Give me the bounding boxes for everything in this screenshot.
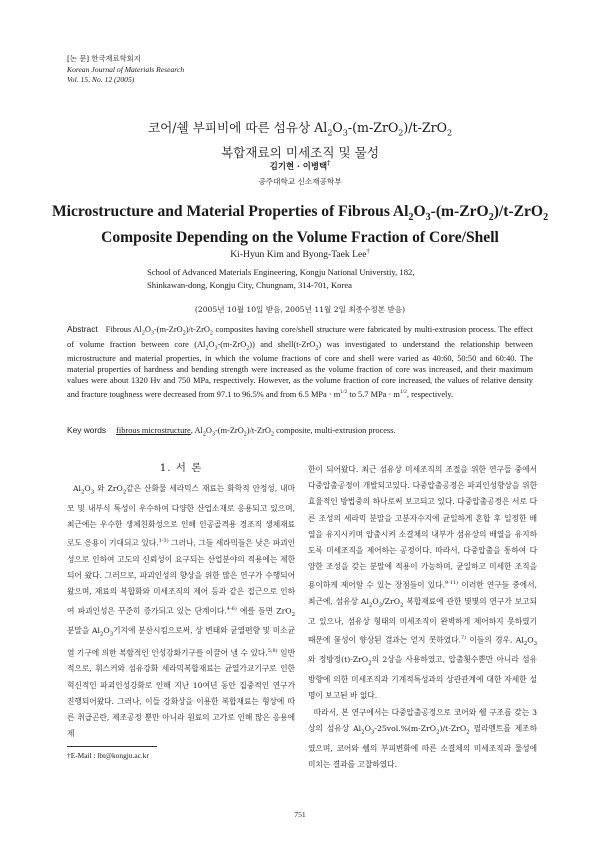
footnote-email: †E-Mail : lbt@kongju.ac.kr (67, 751, 149, 760)
journal-korean-name: [논 문] 한국재료학회지 (67, 54, 141, 63)
page-number: 751 (294, 810, 306, 819)
abstract-label: Abstract (67, 324, 98, 334)
journal-volume: Vol. 15, No. 12 (2005) (67, 75, 135, 84)
body-column-right (308, 462, 537, 773)
body-column-left (67, 481, 295, 742)
english-title-line1: Microstructure and Material Properties of Fibrous $Al_2O_3-(m-ZrO_2)/t-ZrO_2$ (51, 203, 549, 224)
paragraph: 따라서, 본 연구에서는 다중압출공정으로 코어와 쉘 구조를 갖는 3상의 섬유상 $Al_2O_3-25vol.\%(m-ZrO_2)/t-ZrO_2$ 필라멘트를 제조하였으며, 코어와 쉘의 부피변화에 따른 소결체의 미세조직과 물성에 미치는 결과를 고찰하였다. (308, 707, 538, 769)
journal-header (67, 54, 327, 86)
paragraph: $Al_2O_3$ 와 ZrO$_2$같은 산화물 세라믹스 재료는 화학적 안정성, 내마모 및 내부식 특성이 우수하여 다양한 산업소재로 응용되고 있으며, 최근에는 우수한 생체친화성으로 인해 인공골격용 경조직 생체재료로도 응용이 기대되고 있다.$^{1-3)}$ 그러나, 그들 세라믹들은 낮은 파괴인성으로 인하여 고도의 신뢰성이 요구되는 산업분야의 적용에는 제한되어 왔다. 그러므로, 파괴인성의 향상을 위한 많은 연구가 수행되어 왔으며, 재료의 복합화와 미세조직의 제어 등과 같은 접근으로 인하여 파괴인성은 꾸준히 증가되고 있는 단계이다.$^{4-6)}$ 예를 들면 ZrO$_2$분말을 $Al_2O_3$기지에 분산시킴으로써, 상 변태와 균열편향 및 미소균열 기구에 의한 복합적인 인성강화기구를 이끌어 낼 수 있다.$^{5,8)}$ 일반적으로, 휘스커와 섬유강화 세라믹복합재료는 균열가교기구로 인한 혁신적인 파괴인성강화로 인해 지난 10여년 동안 집중적인 연구가 진행되어왔다. 그러나, 이들 강화상을 이용한 복합재료는 형상에 따른 취급곤란, 제조공정 뿐만 아니라 원료의 고가로 인해 많은 응용에 제 (67, 484, 296, 739)
section-heading-introduction: 1. 서 론 (159, 462, 203, 474)
korean-affiliation: 공주대학교 신소재공학부 (258, 177, 342, 186)
keywords: Key words fibrous microstructure, $Al_2O_3-(m-ZrO_2)/t-ZrO_2$ composite, multi-extrusion process. (67, 425, 396, 438)
keywords-label: Key words (67, 425, 107, 435)
korean-title (40, 118, 560, 162)
english-affiliation: School of Advanced Materials Engineering, Kongju National Universtiy, 182, Shinkawan-dong, Kongju City, Chungnam, 314-701, Korea (147, 267, 415, 290)
abstract: Abstract Fibrous $Al_2O_3-(m-ZrO_2)/t-ZrO_2$ composites having core/shell structure were fabricated by multi-extrusion process. The effect of volume fraction between core $(Al_2O_3-(m-ZrO_2))$ and shell(t-ZrO$_2$) was investigated to understand the relationship between microstructure and material properties, in which the volume fractions of core and shell were varied as 40:60, 50:50 and 60:40. The material properties of hardness and bending strength were increased as the volume fraction of core was increased, and their maximum values were about 1320 Hv and 750 MPa, respectively. However, as the volume fraction of core increased, the values of relative density and fracture toughness were decreased from 97.1 to 96.5% and from 6.5 MPa · $m^{1/2}$ to 5.7 MPa · $m^{1/2}$, respectively. (67, 324, 533, 399)
journal-english-name: Korean Journal of Materials Research (67, 64, 185, 74)
korean-title-line2: 복합재료의 미세조직 및 물성 (221, 144, 379, 160)
english-title (30, 202, 570, 248)
korean-authors: 김기현 · 이병택† (269, 160, 331, 171)
english-title-line2: Composite Depending on the Volume Fraction of Core/Shell (101, 229, 499, 247)
paragraph: 한이 되어왔다. 최근 섬유상 미세조직의 조절을 위한 연구들 중에서 다중압출공정이 개발되고있다. 다중압출공정은 파괴인성향상을 위한 효율적인 방법중의 하나로써 보고되고 있다. 다중압출공정은 서로 다른 조성의 세라믹 분말을 고분자수지에 균일하게 혼합 후 일정한 배열을 유지시키며 압출시켜 소결체의 내부가 섬유상의 배열을 유지하도록 미세조직을 제어하는 공정이다. 따라서, 다중압출을 통하여 다양한 조성을 갖는 분말에 적용이 가능하며, 균일하고 미세한 조직을 용이하게 제어할 수 있는 장점들이 있다.$^{9-11)}$ 이러한 연구들 중에서, 최근에, 섬유상 $Al_2O_3/ZrO_2$ 복합재료에 관한 몇몇의 연구가 보고되고 있으나, 섬유상 형태의 미세조직이 완벽하게 제어하지 못하였기 때문에 물성이 향상된 결과는 얻지 못하였다.$^{7)}$ 이들의 경우, $Al_2O_3$와 정방정(t)-ZrO$_2$의 2상을 사용하였고, 압출횟수뿐만 아니라 섬유방향에 의한 미세조직과 기계적특성과의 상관관계에 대한 자세한 설명이 보고된 바 없다. (308, 465, 538, 701)
received-dates: (2005년 10월 10일 받음, 2005년 11월 2일 최종수정본 받음) (194, 305, 406, 314)
footnote-rule (67, 746, 157, 747)
korean-title-line1: 코어/쉘 부피비에 따른 섬유상 $Al_2O_3-(m-ZrO_2)/t-ZrO_2$ (147, 120, 453, 138)
english-authors: Ki-Hyun Kim and Byong-Taek Lee† (230, 248, 370, 261)
